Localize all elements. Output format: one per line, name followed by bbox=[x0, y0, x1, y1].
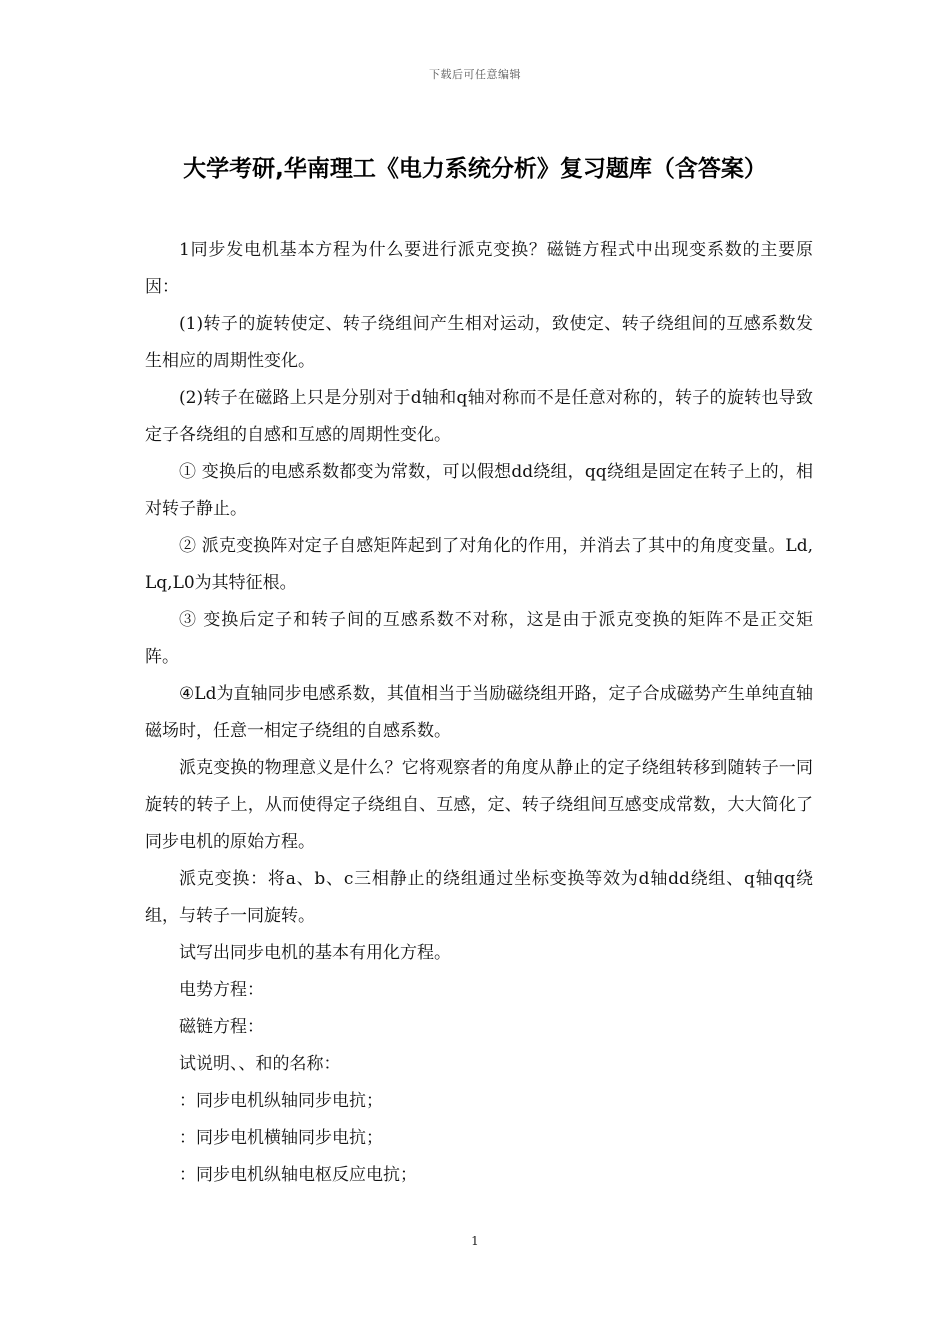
paragraph-point-3: ③ 变换后定子和转子间的互感系数不对称，这是由于派克变换的矩阵不是正交矩阵。 bbox=[145, 610, 813, 667]
paragraph-question-1: 1同步发电机基本方程为什么要进行派克变换？磁链方程式中出现变系数的主要原因： bbox=[145, 240, 813, 297]
paragraph-emf-equation: 电势方程： bbox=[179, 980, 264, 1000]
paragraph-flux-equation: 磁链方程： bbox=[179, 1017, 264, 1037]
paragraph-park-meaning: 派克变换的物理意义是什么？它将观察者的角度从静止的定子绕组转移到随转子一同旋转的转子上，从而使得定子绕组自、互感，定、转子绕组间互感变成常数，大大简化了同步电机的原始方程。 bbox=[145, 758, 813, 852]
paragraph-answer-xq: ：同步电机横轴同步电抗； bbox=[179, 1128, 383, 1148]
paragraph-answer-xd: ：同步电机纵轴同步电抗； bbox=[179, 1091, 383, 1111]
page-number: 1 bbox=[471, 1234, 479, 1248]
paragraph-question-2: 试写出同步电机的基本有用化方程。 bbox=[179, 943, 451, 963]
document-title: 大学考研,华南理工《电力系统分析》复习题库（含答案） bbox=[183, 156, 767, 182]
page-header-note: 下载后可任意编辑 bbox=[429, 68, 521, 81]
paragraph-point-1: ① 变换后的电感系数都变为常数，可以假想dd绕组，qq绕组是固定在转子上的，相对转子静止。 bbox=[145, 462, 813, 519]
document-body bbox=[145, 232, 813, 1194]
paragraph-answer-xad: ：同步电机纵轴电枢反应电抗； bbox=[179, 1165, 417, 1185]
paragraph-park-definition: 派克变换：将a、b、c三相静止的绕组通过坐标变换等效为d轴dd绕组、q轴qq绕组，与转子一同旋转。 bbox=[145, 869, 813, 926]
paragraph-point-2: ② 派克变换阵对定子自感矩阵起到了对角化的作用，并消去了其中的角度变量。Ld,Lq,L0为其特征根。 bbox=[145, 536, 813, 593]
paragraph-reason-2: (2)转子在磁路上只是分别对于d轴和q轴对称而不是任意对称的，转子的旋转也导致定子各绕组的自感和互感的周期性变化。 bbox=[145, 388, 813, 445]
paragraph-point-4: ④Ld为直轴同步电感系数，其值相当于当励磁绕组开路，定子合成磁势产生单纯直轴磁场时，任意一相定子绕组的自感系数。 bbox=[145, 684, 813, 741]
paragraph-question-3: 试说明、、和的名称： bbox=[179, 1054, 341, 1074]
paragraph-reason-1: (1)转子的旋转使定、转子绕组间产生相对运动，致使定、转子绕组间的互感系数发生相应的周期性变化。 bbox=[145, 314, 813, 371]
